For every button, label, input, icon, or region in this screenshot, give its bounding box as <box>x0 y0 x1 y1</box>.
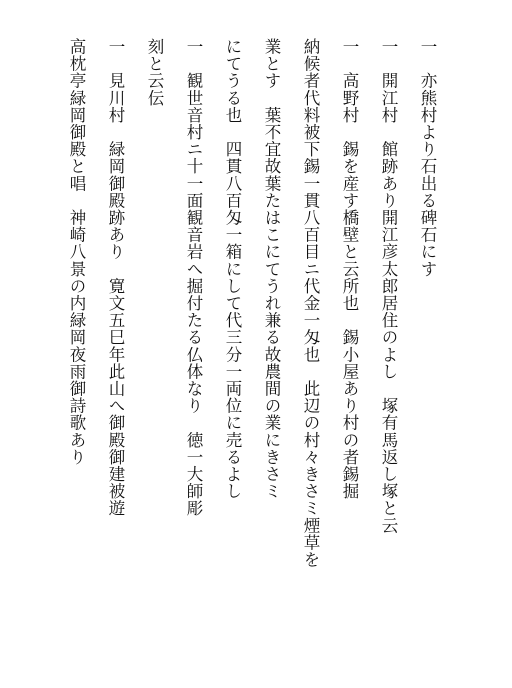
vertical-text-block <box>64 38 440 638</box>
text-line-10: 高枕亭緑岡御殿と唱 神崎八景の内緑岡夜雨御詩歌あり <box>67 38 86 466</box>
text-line-5: 業とす 葉不宜故葉たはこにてうれ兼る故農間の業にきさミ <box>262 38 281 500</box>
text-line-6: にてうる也 四貫八百匁一箱にして代三分一両位に売るよし <box>223 38 242 500</box>
text-line-9: 一 見川村 緑岡御殿跡あり 寛文五巳年此山へ御殿御建被遊 <box>106 38 125 517</box>
text-line-7: 一 観世音村ニ十一面観音岩へ掘付たる仏体なり 徳一大師彫 <box>184 38 203 517</box>
text-line-8: 刻と云伝 <box>145 38 164 107</box>
text-line-1: 一 亦熊村より石出る碑石にす <box>418 38 437 278</box>
text-line-3: 一 高野村 錫を産す橋壁と云所也 錫小屋あり村の者錫掘 <box>340 38 359 500</box>
text-line-4: 納候者代料被下錫一貫八百目ニ代金一匁也 此辺の村々きさミ煙草を <box>301 38 320 569</box>
text-line-2: 一 開江村 館跡あり開江彦太郎居住のよし 塚有馬返し塚と云 <box>379 38 398 534</box>
